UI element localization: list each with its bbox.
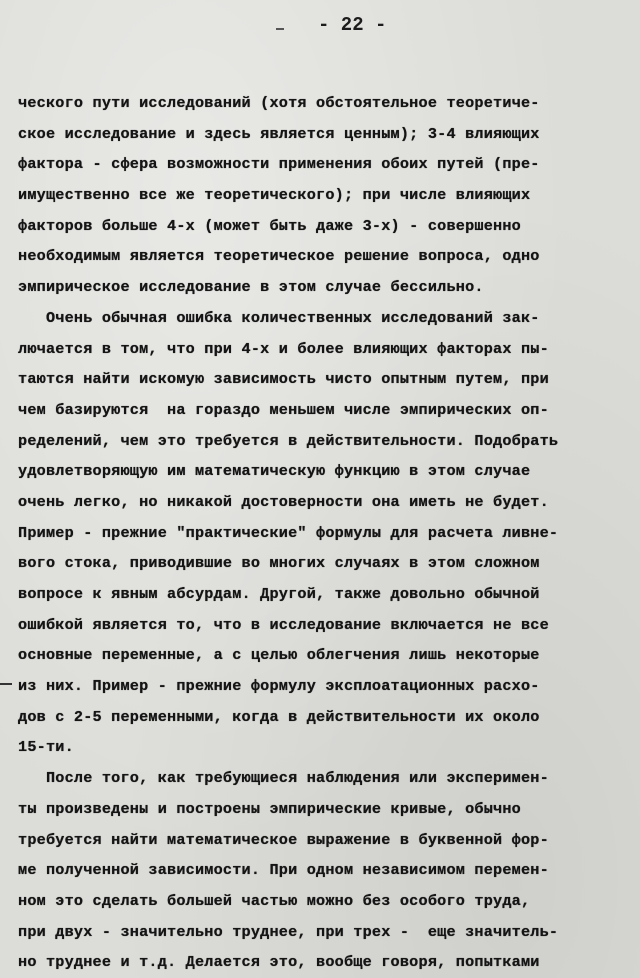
text-line: из них. Пример - прежние формулу эксплоатационных расхо- [18,677,540,696]
text-line: основные переменные, а с целью облегчения лишь некоторые [18,646,540,665]
text-line: очень легко, но никакой достоверности она иметь не будет. [18,492,549,511]
page-number: - 22 - [318,14,387,36]
text-line: вого стока, приводившие во многих случаях в этом сложном [18,554,540,573]
text-line: эмпирическое исследование в этом случае бессильно. [18,278,484,297]
text-line: требуется найти математическое выражение в буквенной фор- [18,830,549,849]
text-line: После того, как требующиеся наблюдения или эксперимен- [18,769,549,788]
text-line: 15-ти. [18,738,74,757]
text-line: удовлетворяющую им математическую функцию в этом случае [18,462,531,481]
text-line: ческого пути исследований (хотя обстоятельное теоретиче- [18,94,540,112]
text-line: Очень обычная ошибка количественных исследований зак- [18,308,540,327]
text-line: вопросе к явным абсурдам. Другой, также довольно обычной [18,585,540,603]
text-line: имущественно все же теоретического); при числе влияющих [18,186,531,205]
margin-mark [0,683,12,685]
text-line: чем базируются на гораздо меньшем числе эмпирических оп- [18,400,549,419]
text-line: ределений, чем это требуется в действительности. Подобрать [18,431,559,450]
text-line: ошибкой является то, что в исследование включается не все [18,615,549,634]
text-line: ское исследование и здесь является ценным); 3-4 влияющих [18,124,540,143]
text-line: лючается в том, что при 4-х и более влияющих факторах пы- [18,339,549,358]
page-mark [276,28,284,30]
text-line: при двух - значительно труднее, при трех - еще значитель- [18,922,559,941]
text-line: ном это сделать большей частью можно без особого труда, [18,891,531,910]
text-line: ме полученной зависимости. При одном независимом перемен- [18,861,549,880]
text-line: дов с 2-5 переменными, когда в действительности их около [18,707,540,726]
text-line: факторов больше 4-х (может быть даже 3-х) - совершенно [18,216,521,235]
text-line: ты произведены и построены эмпирические кривые, обычно [18,799,521,818]
text-line: таются найти искомую зависимость чисто опытным путем, при [18,370,549,389]
text-line: фактора - сфера возможности применения обоих путей (пре- [18,155,540,174]
text-line: необходимым является теоретическое решение вопроса, одно [18,247,540,266]
text-line: Пример - прежние "практические" формулы для расчета ливне- [18,523,559,542]
text-line: но труднее и т.д. Делается это, вообще говоря, попытками [18,953,540,972]
body-text [18,88,633,978]
